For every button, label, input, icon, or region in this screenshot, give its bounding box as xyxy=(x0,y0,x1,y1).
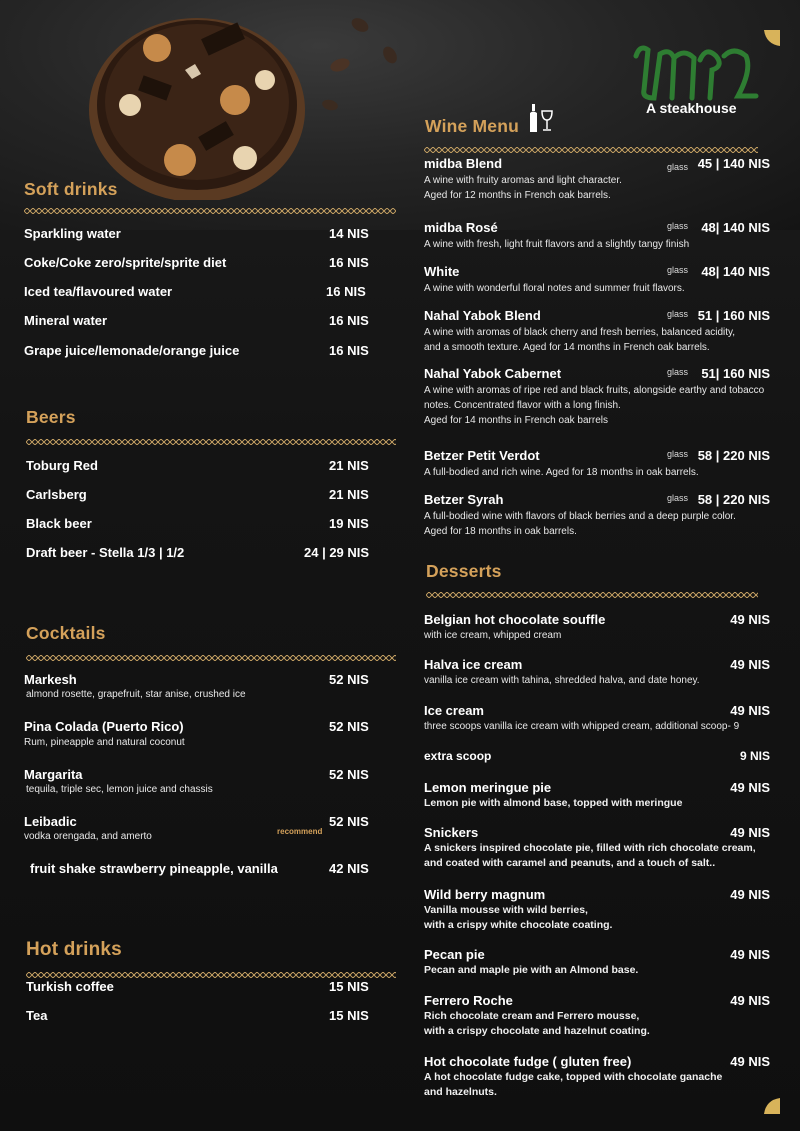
item-price: 21 NIS xyxy=(329,487,369,502)
logo-subtitle: A steakhouse xyxy=(646,100,737,116)
item-price: 19 NIS xyxy=(329,516,369,531)
wine-price: 45 | 140 NIS xyxy=(697,156,770,171)
desserts-heading: Desserts xyxy=(426,561,502,581)
wine-menu-heading: Wine Menu xyxy=(425,116,519,136)
wine-price: 58 | 220 NIS xyxy=(697,492,770,507)
item-price: 42 NIS xyxy=(329,861,369,876)
item-price: 21 NIS xyxy=(329,458,369,473)
glass-label: glass xyxy=(667,309,689,319)
dessert-name: Belgian hot chocolate souffle xyxy=(424,612,606,627)
dessert-price: 9 NIS xyxy=(739,749,770,763)
list-item: Tea xyxy=(26,1008,48,1023)
dessert-name: Wild berry magnum xyxy=(424,887,546,902)
item-price: 16 NIS xyxy=(329,255,369,270)
wine-description: notes. Concentrated flavor with a long finish. xyxy=(424,400,621,411)
list-item: Iced tea/flavoured water xyxy=(24,284,173,299)
list-item: Margarita xyxy=(24,767,83,782)
dessert-name: Hot chocolate fudge ( gluten free) xyxy=(424,1054,632,1069)
list-item: Turkish coffee xyxy=(26,979,114,994)
dessert-description: Vanilla mousse with wild berries, xyxy=(424,904,588,916)
list-item: Pina Colada (Puerto Rico) xyxy=(24,719,184,734)
dessert-description: and hazelnuts. xyxy=(424,1086,497,1098)
wine-description: A wine with wonderful floral notes and summer fruit flavors. xyxy=(424,283,685,294)
item-price: 15 NIS xyxy=(329,1008,369,1023)
dessert-description: and coated with caramel and peanuts, and a touch of salt.. xyxy=(424,857,716,869)
dessert-description: A hot chocolate fudge cake, topped with chocolate ganache xyxy=(424,1071,723,1083)
dessert-name: Halva ice cream xyxy=(424,657,523,672)
wine-price: 48| 140 NIS xyxy=(701,264,770,279)
glass-label: glass xyxy=(667,367,689,377)
dessert-price: 49 NIS xyxy=(730,993,770,1008)
item-description: almond rosette, grapefruit, star anise, crushed ice xyxy=(26,689,246,700)
dessert-description: three scoops vanilla ice cream with whipped cream, additional scoop- 9 xyxy=(424,721,740,732)
wine-name: Nahal Yabok Blend xyxy=(424,308,541,323)
dessert-description: A snickers inspired chocolate pie, filled with rich chocolate cream, xyxy=(424,842,756,854)
wine-price: 58 | 220 NIS xyxy=(697,448,770,463)
divider xyxy=(26,648,396,654)
glass-label: glass xyxy=(667,162,689,172)
recommend-badge: recommend xyxy=(277,827,323,836)
glass-label: glass xyxy=(667,265,689,275)
wine-bottle-glass-icon xyxy=(527,103,555,133)
item-description: tequila, triple sec, lemon juice and chassis xyxy=(26,784,213,795)
wine-description: A wine with fresh, light fruit flavors and a slightly tangy finish xyxy=(424,239,690,250)
chocolate-cake-image xyxy=(85,10,310,200)
wine-name: Betzer Petit Verdot xyxy=(424,448,540,463)
list-item: Markesh xyxy=(24,672,77,687)
wine-description: Aged for 14 months in French oak barrels xyxy=(424,415,608,426)
item-description: Rum, pineapple and natural coconut xyxy=(24,737,185,748)
item-price: 14 NIS xyxy=(329,226,369,241)
item-description: vodka orengada, and amerto xyxy=(24,831,152,842)
dessert-price: 49 NIS xyxy=(730,657,770,672)
item-price: 52 NIS xyxy=(329,672,369,687)
dessert-name: extra scoop xyxy=(424,749,492,763)
item-price: 16 NIS xyxy=(326,284,366,299)
wine-description: Aged for 18 months in oak barrels. xyxy=(424,526,577,537)
beers-heading: Beers xyxy=(26,407,76,427)
dessert-price: 49 NIS xyxy=(730,703,770,718)
list-item: Draft beer - Stella 1/3 | 1/2 xyxy=(26,545,185,560)
soft-drinks-heading: Soft drinks xyxy=(24,179,118,199)
wine-name: White xyxy=(424,264,460,279)
wine-description: A wine with aromas of black cherry and fresh berries, balanced acidity, xyxy=(424,327,736,338)
glass-label: glass xyxy=(667,493,689,503)
wine-name: Betzer Syrah xyxy=(424,492,504,507)
dessert-description: vanilla ice cream with tahina, shredded halva, and date honey. xyxy=(424,675,700,686)
wine-description: A wine with fruity aromas and light character. xyxy=(424,175,622,186)
dessert-price: 49 NIS xyxy=(730,612,770,627)
wine-description: A full-bodied wine with flavors of black berries and a deep purple color. xyxy=(424,511,736,522)
cocktails-heading: Cocktails xyxy=(26,623,106,643)
gold-corner-bottom-icon xyxy=(762,1096,782,1116)
dessert-price: 49 NIS xyxy=(730,887,770,902)
item-price: 15 NIS xyxy=(329,979,369,994)
wine-description: Aged for 12 months in French oak barrels. xyxy=(424,190,611,201)
glass-label: glass xyxy=(667,221,689,231)
item-price: 16 NIS xyxy=(329,343,369,358)
dessert-name: Snickers xyxy=(424,825,479,840)
divider xyxy=(426,585,758,591)
dessert-name: Pecan pie xyxy=(424,947,485,962)
divider xyxy=(26,432,396,438)
wine-description: A full-bodied and rich wine. Aged for 18 months in oak barrels. xyxy=(424,467,699,478)
dessert-description: with ice cream, whipped cream xyxy=(424,630,562,641)
list-item: Toburg Red xyxy=(26,458,98,473)
list-item: fruit shake strawberry pineapple, vanilla xyxy=(30,861,278,876)
wine-price: 51 | 160 NIS xyxy=(697,308,770,323)
coffee-beans-image xyxy=(320,0,430,120)
dessert-name: Ice cream xyxy=(424,703,484,718)
hot-drinks-heading: Hot drinks xyxy=(26,939,122,960)
list-item: Coke/Coke zero/sprite/sprite diet xyxy=(24,255,227,270)
dessert-price: 49 NIS xyxy=(730,825,770,840)
wine-description: A wine with aromas of ripe red and black fruits, alongside earthy and tobacco xyxy=(424,385,765,396)
dessert-description: Lemon pie with almond base, topped with meringue xyxy=(424,797,683,809)
divider xyxy=(24,201,396,207)
wine-price: 51| 160 NIS xyxy=(701,366,770,381)
dessert-price: 49 NIS xyxy=(730,947,770,962)
dessert-description: Pecan and maple pie with an Almond base. xyxy=(424,964,639,976)
wine-name: midba Blend xyxy=(424,156,503,171)
list-item: Carlsberg xyxy=(26,487,87,502)
item-price: 24 | 29 NIS xyxy=(304,545,370,560)
dessert-description: Rich chocolate cream and Ferrero mousse, xyxy=(424,1010,640,1022)
item-price: 52 NIS xyxy=(329,814,369,829)
wine-price: 48| 140 NIS xyxy=(701,220,770,235)
item-price: 52 NIS xyxy=(329,719,369,734)
list-item: Sparkling water xyxy=(24,226,121,241)
wine-name: midba Rosé xyxy=(424,220,498,235)
dessert-name: Ferrero Roche xyxy=(424,993,513,1008)
list-item: Black beer xyxy=(26,516,92,531)
dessert-price: 49 NIS xyxy=(730,1054,770,1069)
list-item: Leibadic xyxy=(24,814,77,829)
list-item: Grape juice/lemonade/orange juice xyxy=(24,343,240,358)
divider xyxy=(26,965,396,971)
divider xyxy=(424,140,758,146)
item-price: 52 NIS xyxy=(329,767,369,782)
dessert-description: with a crispy white chocolate coating. xyxy=(424,919,613,931)
list-item: Mineral water xyxy=(24,313,108,328)
item-price: 16 NIS xyxy=(329,313,369,328)
wine-name: Nahal Yabok Cabernet xyxy=(424,366,562,381)
dessert-description: with a crispy chocolate and hazelnut coating. xyxy=(424,1025,650,1037)
dessert-price: 49 NIS xyxy=(730,780,770,795)
dessert-name: Lemon meringue pie xyxy=(424,780,552,795)
glass-label: glass xyxy=(667,449,689,459)
wine-description: and a smooth texture. Aged for 14 months in French oak barrels. xyxy=(424,342,710,353)
